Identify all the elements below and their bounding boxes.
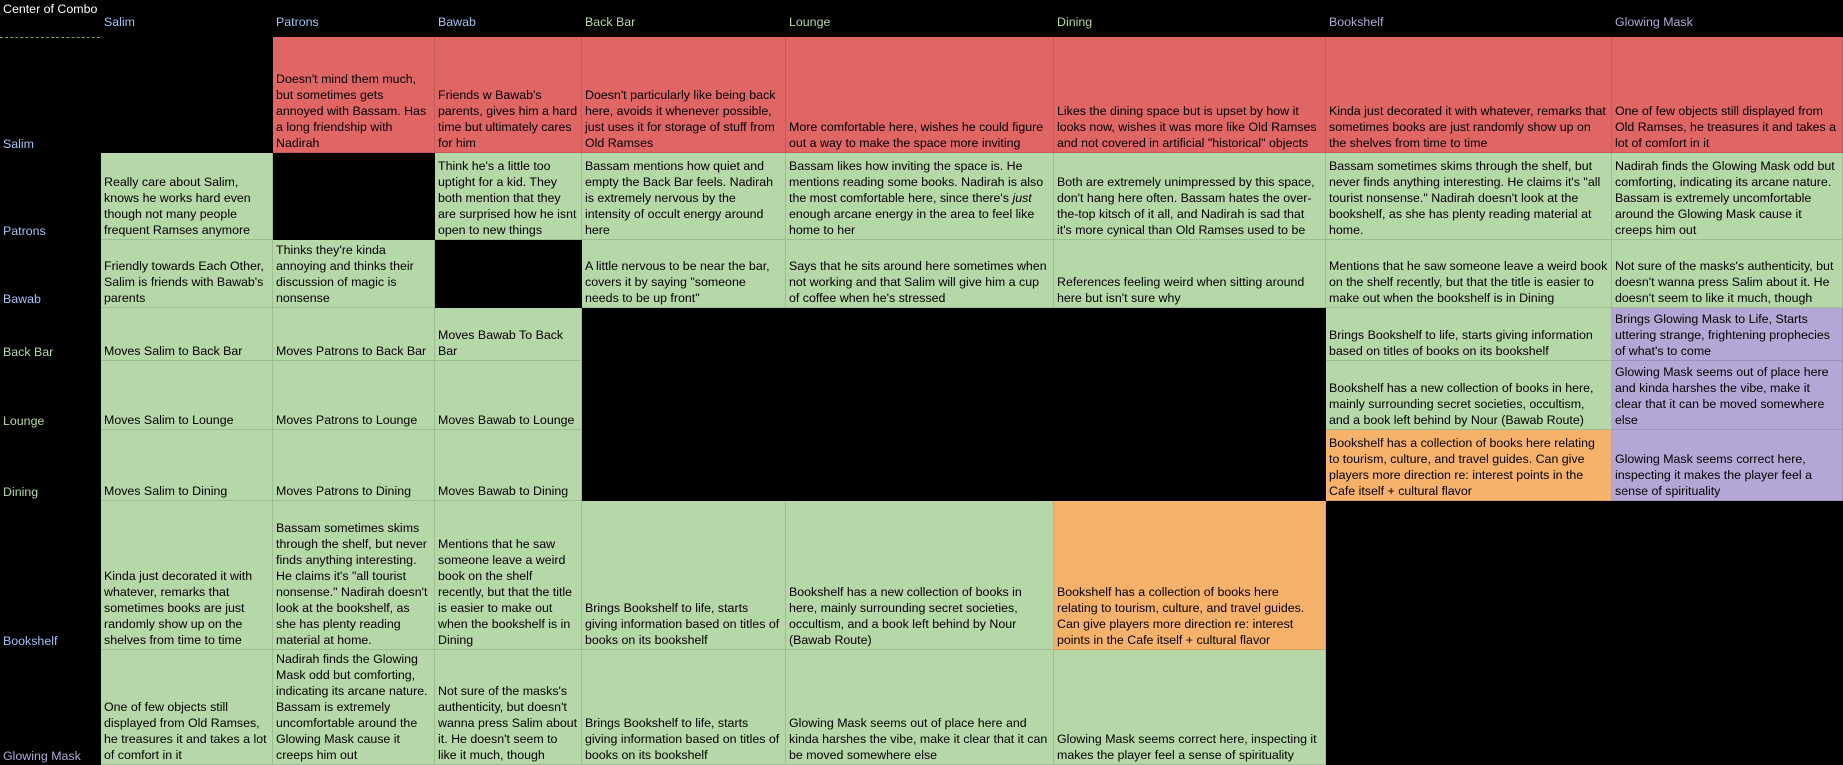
- cell-back-bar-back-bar[interactable]: [582, 308, 786, 361]
- cell-bawab-bawab[interactable]: [435, 240, 582, 308]
- cell-lounge-lounge[interactable]: [786, 361, 1054, 430]
- cell-lounge-glowing-mask[interactable]: Glowing Mask seems out of place here and kinda harshes the vibe, make it clear that it can be moved somewhere else: [1612, 361, 1843, 430]
- column-header-dining[interactable]: Dining: [1057, 15, 1093, 29]
- cell-dining-lounge[interactable]: [786, 430, 1054, 501]
- cell-lounge-bawab[interactable]: Moves Bawab to Lounge: [435, 361, 582, 430]
- cell-bawab-dining[interactable]: References feeling weird when sitting around here but isn't sure why: [1054, 240, 1326, 308]
- cell-bookshelf-dining[interactable]: Bookshelf has a collection of books here relating to tourism, culture, and travel guides. Can give players more direction re: interest points in the Cafe itself + cultural flavor: [1054, 501, 1326, 650]
- cell-patrons-glowing-mask[interactable]: Nadirah finds the Glowing Mask odd but comforting, indicating its arcane nature. Bassam is extremely uncomfortable around the Glowing Mask cause it creeps him out: [1612, 153, 1843, 240]
- cell-salim-dining[interactable]: Likes the dining space but is upset by how it looks now, wishes it was more like Old Ramses and not covered in artificial "historical" objects: [1054, 37, 1326, 153]
- cell-salim-bawab[interactable]: Friends w Bawab's parents, gives him a hard time but ultimately cares for him: [435, 37, 582, 153]
- cell-dining-salim[interactable]: Moves Salim to Dining: [101, 430, 273, 501]
- row-header-glowing-mask[interactable]: Glowing Mask: [3, 749, 81, 763]
- cell-glowing-mask-bookshelf[interactable]: [1326, 650, 1612, 765]
- cell-patrons-back-bar[interactable]: Bassam mentions how quiet and empty the Back Bar feels. Nadirah is extremely nervous by the intensity of occult energy around here: [582, 153, 786, 240]
- cell-bookshelf-lounge[interactable]: Bookshelf has a new collection of books in here, mainly surrounding secret societies, occultism, and a book left behind by Nour (Bawab Route): [786, 501, 1054, 650]
- column-header-patrons[interactable]: Patrons: [276, 15, 319, 29]
- column-header-lounge[interactable]: Lounge: [789, 15, 831, 29]
- cell-dining-bawab[interactable]: Moves Bawab to Dining: [435, 430, 582, 501]
- row-header-bookshelf[interactable]: Bookshelf: [3, 634, 58, 648]
- cell-patrons-patrons[interactable]: [273, 153, 435, 240]
- cell-bookshelf-bookshelf[interactable]: [1326, 501, 1612, 650]
- column-header-bawab[interactable]: Bawab: [438, 15, 476, 29]
- cell-lounge-dining[interactable]: [1054, 361, 1326, 430]
- cell-back-bar-bookshelf[interactable]: Brings Bookshelf to life, starts giving information based on titles of books on its bookshelf: [1326, 308, 1612, 361]
- cell-glowing-mask-lounge[interactable]: Glowing Mask seems out of place here and kinda harshes the vibe, make it clear that it can be moved somewhere else: [786, 650, 1054, 765]
- cell-bawab-lounge[interactable]: Says that he sits around here sometimes when not working and that Salim will give him a cup of coffee when he's stressed: [786, 240, 1054, 308]
- cell-lounge-bookshelf[interactable]: Bookshelf has a new collection of books in here, mainly surrounding secret societies, occultism, and a book left behind by Nour (Bawab Route): [1326, 361, 1612, 430]
- cell-glowing-mask-glowing-mask[interactable]: [1612, 650, 1843, 765]
- cell-back-bar-dining[interactable]: [1054, 308, 1326, 361]
- cell-lounge-back-bar[interactable]: [582, 361, 786, 430]
- row-header-bawab[interactable]: Bawab: [3, 292, 41, 306]
- cell-patrons-salim[interactable]: Really care about Salim, knows he works hard even though not many people frequent Ramses anymore: [101, 153, 273, 240]
- cell-bawab-bookshelf[interactable]: Mentions that he saw someone leave a weird book on the shelf recently, but that the title is easier to make out when the bookshelf is in Dining: [1326, 240, 1612, 308]
- cell-lounge-patrons[interactable]: Moves Patrons to Lounge: [273, 361, 435, 430]
- emphasis: just: [1012, 191, 1032, 205]
- cell-bawab-patrons[interactable]: Thinks they're kinda annoying and thinks their discussion of magic is nonsense: [273, 240, 435, 308]
- cell-lounge-salim[interactable]: Moves Salim to Lounge: [101, 361, 273, 430]
- cell-salim-salim[interactable]: [101, 37, 273, 153]
- cell-bookshelf-glowing-mask[interactable]: [1612, 501, 1843, 650]
- column-header-salim[interactable]: Salim: [104, 15, 135, 29]
- cell-dining-dining[interactable]: [1054, 430, 1326, 501]
- row-header-lounge[interactable]: Lounge: [3, 414, 45, 428]
- cell-dining-back-bar[interactable]: [582, 430, 786, 501]
- cell-patrons-dining[interactable]: Both are extremely unimpressed by this space, don't hang here often. Bassam hates the over-the-top kitsch of it all, and Nadirah is sad that it's more cynical than Old Ramses used to be: [1054, 153, 1326, 240]
- cell-bawab-back-bar[interactable]: A little nervous to be near the bar, covers it by saying "someone needs to be up front": [582, 240, 786, 308]
- cell-dining-glowing-mask[interactable]: Glowing Mask seems correct here, inspecting it makes the player feel a sense of spirituality: [1612, 430, 1843, 501]
- row-header-patrons[interactable]: Patrons: [3, 224, 46, 238]
- cell-dining-patrons[interactable]: Moves Patrons to Dining: [273, 430, 435, 501]
- cell-salim-bookshelf[interactable]: Kinda just decorated it with whatever, remarks that sometimes books are just randomly show up on the shelves from time to time: [1326, 37, 1612, 153]
- cell-back-bar-glowing-mask[interactable]: Brings Glowing Mask to Life, Starts uttering strange, frightening prophecies of what's to come: [1612, 308, 1843, 361]
- cell-salim-patrons[interactable]: Doesn't mind them much, but sometimes gets annoyed with Bassam. Has a long friendship with Nadirah: [273, 37, 435, 153]
- cell-patrons-bawab[interactable]: Think he's a little too uptight for a kid. They both mention that they are surprised how he isnt open to new things: [435, 153, 582, 240]
- cell-bookshelf-bawab[interactable]: Mentions that he saw someone leave a weird book on the shelf recently, but that the title is easier to make out when the bookshelf is in Dining: [435, 501, 582, 650]
- cell-glowing-mask-salim[interactable]: One of few objects still displayed from Old Ramses, he treasures it and takes a lot of comfort in it: [101, 650, 273, 765]
- row-header-dining[interactable]: Dining: [3, 485, 39, 499]
- cell-bookshelf-patrons[interactable]: Bassam sometimes skims through the shelf, but never finds anything interesting. He claims it's "all tourist nonsense." Nadirah doesn't look at the bookshelf, as she has plenty reading material at home.: [273, 501, 435, 650]
- cell-patrons-lounge[interactable]: [786, 153, 1054, 240]
- corner-label: Center of Combo: [3, 2, 98, 16]
- cell-patrons-bookshelf[interactable]: Bassam sometimes skims through the shelf, but never finds anything interesting. He claims it's "all tourist nonsense." Nadirah doesn't look at the bookshelf, as she has plenty reading material at home.: [1326, 153, 1612, 240]
- cell-back-bar-lounge[interactable]: [786, 308, 1054, 361]
- cell-bookshelf-salim[interactable]: Kinda just decorated it with whatever, remarks that sometimes books are just randomly show up on the shelves from time to time: [101, 501, 273, 650]
- cell-dining-bookshelf[interactable]: Bookshelf has a collection of books here relating to tourism, culture, and travel guides. Can give players more direction re: interest points in the Cafe itself + cultural flavor: [1326, 430, 1612, 501]
- corner-header-cell[interactable]: [0, 0, 101, 37]
- column-header-back-bar[interactable]: Back Bar: [585, 15, 636, 29]
- row-header-back-bar[interactable]: Back Bar: [3, 345, 54, 359]
- cell-salim-glowing-mask[interactable]: One of few objects still displayed from Old Ramses, he treasures it and takes a lot of comfort in it: [1612, 37, 1843, 153]
- column-header-bookshelf[interactable]: Bookshelf: [1329, 15, 1384, 29]
- cell-glowing-mask-back-bar[interactable]: Brings Bookshelf to life, starts giving information based on titles of books on its bookshelf: [582, 650, 786, 765]
- column-header-glowing-mask[interactable]: Glowing Mask: [1615, 15, 1693, 29]
- cell-bawab-salim[interactable]: Friendly towards Each Other, Salim is friends with Bawab's parents: [101, 240, 273, 308]
- cell-bawab-glowing-mask[interactable]: Not sure of the masks's authenticity, but doesn't wanna press Salim about it. He doesn't seem to like it much, though: [1612, 240, 1843, 308]
- cell-glowing-mask-dining[interactable]: Glowing Mask seems correct here, inspecting it makes the player feel a sense of spirituality: [1054, 650, 1326, 765]
- cell-back-bar-patrons[interactable]: Moves Patrons to Back Bar: [273, 308, 435, 361]
- cell-back-bar-bawab[interactable]: Moves Bawab To Back Bar: [435, 308, 582, 361]
- cell-text: Bassam likes how inviting the space is. He mentions reading some books. Nadirah is also the most comfortable here, since there's just enough arcane energy in the area to feel like home to her: [789, 159, 1044, 237]
- cell-glowing-mask-bawab[interactable]: Not sure of the masks's authenticity, but doesn't wanna press Salim about it. He doesn't seem to like it much, though: [435, 650, 582, 765]
- cell-back-bar-salim[interactable]: Moves Salim to Back Bar: [101, 308, 273, 361]
- row-header-salim[interactable]: Salim: [3, 137, 34, 151]
- cell-glowing-mask-patrons[interactable]: Nadirah finds the Glowing Mask odd but comforting, indicating its arcane nature. Bassam is extremely uncomfortable around the Glowing Mask cause it creeps him out: [273, 650, 435, 765]
- cell-salim-back-bar[interactable]: Doesn't particularly like being back here, avoids it whenever possible, just uses it for storage of stuff from Old Ramses: [582, 37, 786, 153]
- cell-bookshelf-back-bar[interactable]: Brings Bookshelf to life, starts giving information based on titles of books on its bookshelf: [582, 501, 786, 650]
- cell-salim-lounge[interactable]: More comfortable here, wishes he could figure out a way to make the space more inviting: [786, 37, 1054, 153]
